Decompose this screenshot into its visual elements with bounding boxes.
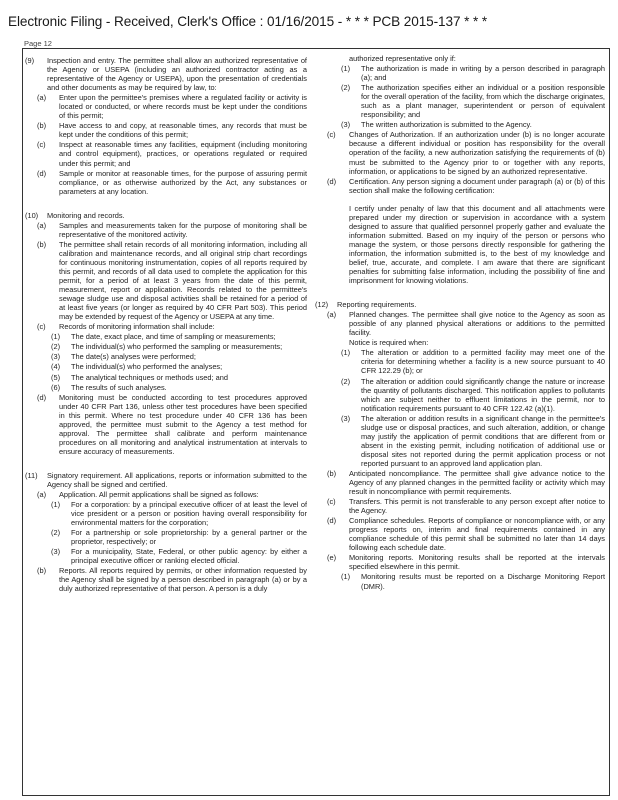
paragraph-number: (c)	[37, 322, 46, 332]
paragraph-spacer	[315, 285, 605, 297]
paragraph-number: (1)	[51, 500, 61, 510]
paragraph-text: For a partnership or sole proprietorship: by a general partner or the proprietor, respectively; or	[71, 528, 307, 547]
paragraph-text: Compliance schedules. Reports of compliance or noncompliance with, or any progress reports on, interim and final requirements contained in any compliance schedule of this permit shall be submitted no later than 14 days following each schedule date.	[349, 516, 605, 553]
paragraph	[25, 500, 307, 527]
paragraph-number: (a)	[37, 93, 47, 103]
paragraph-number: (1)	[51, 332, 61, 342]
paragraph	[25, 352, 307, 361]
paragraph-text: Have access to and copy, at reasonable times, any records that must be kept under the conditions of this permit;	[59, 121, 307, 140]
paragraph-number: (a)	[37, 220, 47, 230]
paragraph	[315, 120, 605, 129]
paragraph	[25, 547, 307, 565]
paragraph-text: Changes of Authorization. If an authorization under (b) is no longer accurate because a different individual or position has responsibility for the overall operation of the facility, a new authorization satisfying the requirements of (b) must be submitted to the Agency prior to or together with any reports, information, or applications to be signed by an authorized representative.	[349, 130, 605, 176]
paragraph	[25, 490, 307, 499]
paragraph-text: The date, exact place, and time of sampling or measurements;	[71, 332, 276, 342]
paragraph	[315, 338, 605, 347]
paragraph	[315, 130, 605, 175]
filing-stamp-header: Electronic Filing - Received, Clerk's Office : 01/16/2015 - * * * PCB 2015-137 * * *	[8, 14, 488, 29]
paragraph-text: authorized representative only if:	[349, 54, 456, 63]
paragraph	[315, 553, 605, 571]
paragraph	[315, 64, 605, 82]
paragraph-number: (5)	[51, 372, 61, 382]
paragraph-text: The alteration or addition to a permitted facility may meet one of the criteria for determining whether a facility is a new source pursuant to 40 CFR 122.29 (b); or	[361, 348, 605, 376]
paragraph-number: (3)	[51, 547, 61, 557]
paragraph-text: The date(s) analyses were performed;	[71, 352, 196, 362]
paragraph	[25, 140, 307, 167]
paragraph	[25, 332, 307, 341]
paragraph-number: (4)	[51, 362, 61, 372]
paragraph-number: (1)	[341, 348, 351, 358]
paragraph	[315, 54, 605, 63]
page-number: Page 12	[24, 39, 52, 48]
paragraph-number: (2)	[51, 342, 61, 352]
right-column	[315, 53, 605, 793]
paragraph-text: Inspection and entry. The permittee shall allow an authorized representative of the Agency or USEPA (including an authorized contractor acting as a representative of the Agency or USEPA), upon the presentation of credentials and other documents as may be required by law, to:	[47, 56, 307, 93]
paragraph-text: Reports. All reports required by permits, or other information requested by the Agency shall be signed by a person described in paragraph (a) or by a duly authorized representative of that person. A person is a duly	[59, 566, 307, 594]
paragraph-number: (b)	[37, 239, 47, 249]
paragraph-text: Transfers. This permit is not transferable to any person except after notice to the Agency.	[349, 497, 605, 516]
paragraph-text: Monitoring reports. Monitoring results shall be reported at the intervals specified elsewhere in this permit.	[349, 553, 605, 572]
paragraph-text: For a corporation: by a principal executive officer of at least the level of vice president or a person or position having overall responsibility for environmental matters for the corporation;	[71, 500, 307, 528]
paragraph	[25, 93, 307, 120]
paragraph	[25, 211, 307, 220]
paragraph-text: The alteration or addition could significantly change the nature or increase the quantity of pollutants discharged. This notification applies to pollutants which are subject neither to effluent limitations in the permit, nor to notification requirements pursuant to 40 CFR 122.42 (a)(1).	[361, 376, 605, 413]
paragraph	[315, 497, 605, 515]
paragraph-text: Notice is required when:	[349, 338, 429, 348]
left-column	[25, 53, 307, 793]
paragraph-text: Planned changes. The permittee shall give notice to the Agency as soon as possible of any planned physical alterations or additions to the permitted facility.	[349, 310, 605, 338]
paragraph-number: (3)	[51, 352, 61, 362]
paragraph-text: Signatory requirement. All applications, reports or information submitted to the Agency shall be signed and certified.	[47, 470, 307, 489]
paragraph	[315, 572, 605, 590]
paragraph-number: (2)	[341, 376, 351, 386]
paragraph-number: (b)	[37, 566, 47, 576]
paragraph	[315, 204, 605, 285]
paragraph-spacer	[315, 195, 605, 203]
paragraph-text: I certify under penalty of law that this document and all attachments were prepared under my direction or supervision in accordance with a system designed to assure that qualified personnel properly gather and evaluate the information submitted. Based on my inquiry of the person or persons who manage the system, or those persons directly responsible for gathering the information, the information submitted is, to the best of my knowledge and belief, true, accurate, and complete. I am aware that there are significant penalties for submitting false information, including the possibility of fine and imprisonment for knowing violations.	[349, 203, 605, 286]
paragraph-text: The permittee shall retain records of all monitoring information, including all calibration and maintenance records, and all original strip chart recordings for continuous monitoring instrumentation, copies of all reports required by this permit, and records of all data used to complete the application for this permit, for a period of at least 3 years from the date of this permit, measurement, report or application. Records related to the permittee's sewage sludge use and disposal activities shall be retained for a period of at least five years (or longer as required by 40 CFR Part 503). This period may be extended by request of the Agency or USEPA at any time.	[59, 239, 307, 322]
paragraph-number: (3)	[341, 120, 351, 130]
paragraph-text: For a municipality, State, Federal, or other public agency: by either a principal executive officer or ranking elected official.	[71, 547, 307, 566]
paragraph-text: Records of monitoring information shall include:	[59, 322, 215, 332]
paragraph	[315, 83, 605, 119]
paragraph	[25, 221, 307, 239]
paragraph-number: (2)	[341, 83, 351, 93]
paragraph-text: The results of such analyses.	[71, 382, 167, 392]
paragraph-text: Application. All permit applications shall be signed as follows:	[59, 490, 259, 500]
paragraph-text: Certification. Any person signing a document under paragraph (a) or (b) of this section shall make the following certification:	[349, 176, 605, 195]
paragraph-text: The analytical techniques or methods used; and	[71, 372, 228, 382]
paragraph	[25, 362, 307, 371]
paragraph-number: (a)	[37, 490, 47, 500]
document-page	[22, 48, 610, 796]
paragraph-number: (d)	[37, 392, 47, 402]
paragraph-text: The written authorization is submitted to the Agency.	[361, 120, 532, 130]
paragraph-number: (11)	[25, 470, 38, 480]
paragraph-text: Anticipated noncompliance. The permittee shall give advance notice to the Agency of any planned changes in the permitted facility or activity which may result in noncompliance with permit requirements.	[349, 468, 605, 497]
paragraph-text: The authorization is made in writing by a person described in paragraph (a); and	[361, 64, 605, 83]
paragraph	[25, 528, 307, 546]
paragraph-number: (d)	[37, 168, 47, 178]
paragraph-spacer	[25, 196, 307, 208]
paragraph-number: (12)	[315, 300, 329, 310]
paragraph-number: (9)	[25, 56, 35, 65]
paragraph-text: Monitoring must be conducted according to test procedures approved under 40 CFR Part 136, unless other test procedures have been specified in this permit. Where no test procedure under 40 CFR 136 has been approved, the permittee must submit to the Agency a test method for approval. The permittee shall calibrate and perform maintenance procedures on all monitoring and analytical instrumentation at intervals to ensure accuracy of measurements.	[59, 392, 307, 456]
paragraph-text: Monitoring and records.	[47, 210, 125, 220]
paragraph-number: (b)	[327, 468, 337, 478]
paragraph	[315, 177, 605, 195]
paragraph-text: Enter upon the permittee's premises where a regulated facility or activity is located or conducted, or where records must be kept under the conditions of this permit;	[59, 93, 307, 121]
paragraph	[315, 377, 605, 413]
paragraph	[315, 414, 605, 468]
paragraph-number: (1)	[341, 64, 351, 74]
paragraph-text: Inspect at reasonable times any facilities, equipment (including monitoring and control equipment), practices, or operations regulated or required under this permit; and	[59, 140, 307, 168]
paragraph	[315, 310, 605, 337]
paragraph-number: (1)	[341, 572, 351, 582]
paragraph	[315, 348, 605, 375]
paragraph	[25, 373, 307, 382]
paragraph-number: (10)	[25, 210, 39, 220]
paragraph	[25, 471, 307, 489]
paragraph-text: The alteration or addition results in a significant change in the permittee's sludge use or disposal practices, and such alteration, addition, or change may justify the application of permit conditions that are different from or absent in the existing permit, including notification of additional use or disposal sites not reported during the permit application process or not reported pursuant to an approved land application plan.	[361, 413, 605, 468]
paragraph-text: Samples and measurements taken for the purpose of monitoring shall be representative of the monitored activity.	[59, 220, 307, 239]
paragraph-text: The authorization specifies either an individual or a position responsible for the overall operation of the facility, from which the discharge originates, such as a plant manager, superintendent or person of equivalent responsibility; and	[361, 83, 605, 120]
paragraph	[25, 383, 307, 392]
paragraph-number: (c)	[327, 497, 336, 507]
paragraph	[315, 300, 605, 309]
paragraph	[25, 322, 307, 331]
paragraph	[25, 566, 307, 593]
paragraph-number: (d)	[327, 516, 337, 526]
paragraph-number: (d)	[327, 176, 337, 186]
paragraph-spacer	[25, 456, 307, 468]
paragraph-number: (6)	[51, 382, 61, 392]
paragraph	[25, 169, 307, 196]
paragraph-number: (e)	[327, 553, 337, 563]
paragraph-text: Reporting requirements.	[337, 300, 417, 310]
paragraph	[25, 121, 307, 139]
paragraph	[25, 240, 307, 321]
paragraph-number: (b)	[37, 121, 47, 131]
paragraph	[25, 393, 307, 456]
paragraph	[315, 516, 605, 552]
paragraph-number: (3)	[341, 413, 351, 423]
paragraph-text: Monitoring results must be reported on a Discharge Monitoring Report (DMR).	[361, 572, 605, 591]
paragraph-number: (c)	[37, 140, 46, 150]
paragraph-number: (c)	[327, 130, 336, 140]
paragraph-number: (a)	[327, 310, 337, 320]
paragraph	[25, 342, 307, 351]
paragraph	[25, 56, 307, 92]
paragraph-number: (2)	[51, 528, 61, 538]
paragraph-text: The individual(s) who performed the analyses;	[71, 362, 223, 372]
paragraph	[315, 469, 605, 496]
paragraph-text: Sample or monitor at reasonable times, for the purpose of assuring permit compliance, or as otherwise authorized by the Act, any substances or parameters at any location.	[59, 168, 307, 196]
paragraph-text: The individual(s) who performed the sampling or measurements;	[71, 342, 283, 352]
